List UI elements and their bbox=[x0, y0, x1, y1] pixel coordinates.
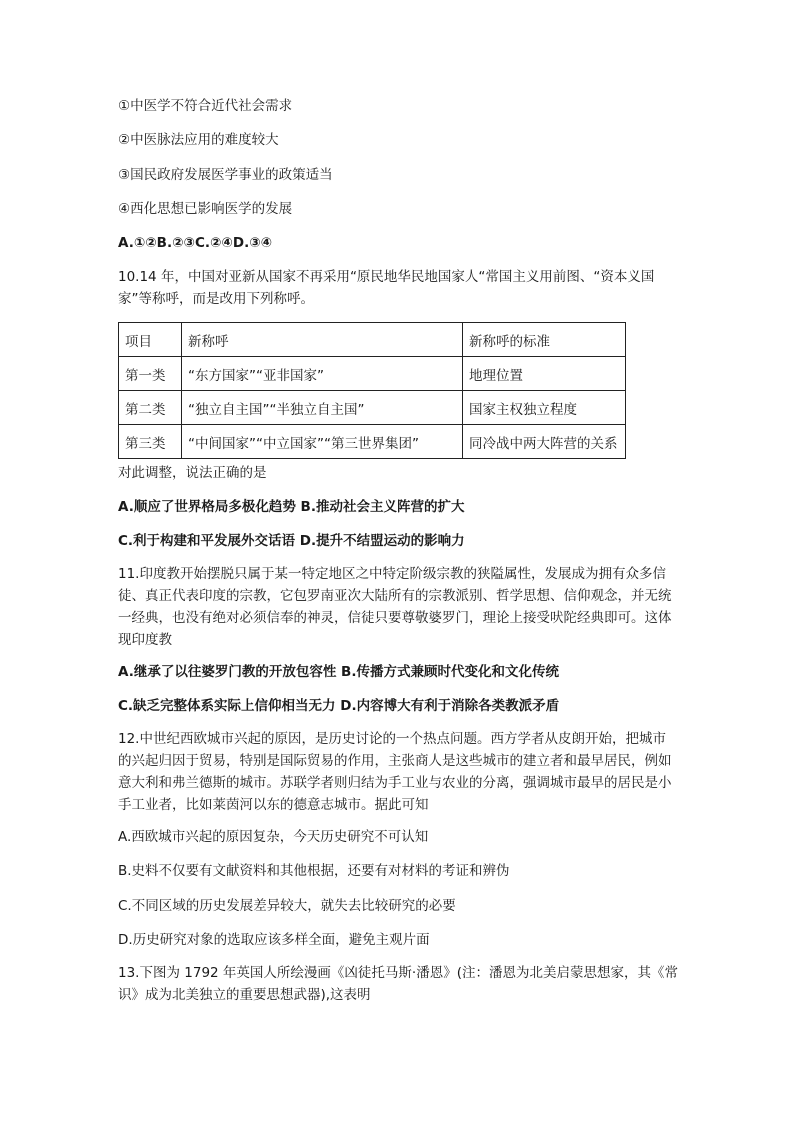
q12-option-b: B.史料不仅要有文献资料和其他根据，还要有对材料的考证和辨伪 bbox=[118, 863, 510, 879]
q13-stem: 13.下图为 1792 年英国人所绘漫画《凶徒托马斯·潘恩》(注：潘恩为北美启蒙思想家，其《常识》成为北美独立的重要思想武器),这表明 bbox=[118, 965, 678, 1003]
table-cell: “独立自主国”“半独立自主国” bbox=[182, 391, 463, 425]
q9-option-1: ①中医学不符合近代社会需求 bbox=[118, 98, 293, 114]
q12-option-d: D.历史研究对象的选取应该多样全面，避免主观片面 bbox=[118, 932, 430, 948]
table-cell: 地理位置 bbox=[463, 357, 626, 391]
table-header-cell: 项目 bbox=[119, 323, 182, 357]
table-header-row bbox=[119, 323, 626, 357]
table-row bbox=[119, 391, 626, 425]
q10-options-ab: A.顺应了世界格局多极化趋势 B.推动社会主义阵营的扩大 bbox=[118, 499, 465, 515]
q10-stem-line1: 10.14 年，中国对亚新从国家不再采用“原民地华民地国家人“常国主义用前图、“资本义国 bbox=[118, 269, 655, 285]
q12-option-a: A.西欧城市兴起的原因复杂，今天历史研究不可认知 bbox=[118, 829, 429, 845]
q9-option-3: ③国民政府发展医学事业的政策适当 bbox=[118, 167, 333, 183]
q12-stem: 12.中世纪西欧城市兴起的原因，是历史讨论的一个热点问题。西方学者从皮朗开始，把城市的兴起归因于贸易，特别是国际贸易的作用，主张商人是这些城市的建立者和最早居民，例如意大利和弗兰德斯的城市。苏联学者则归结为手工业与农业的分离，强调城市最早的居民是小手工业者，比如莱茵河以东的德意志城市。据此可知 bbox=[118, 731, 672, 813]
q11-options-cd: C.缺乏完整体系实际上信仰相当无力 D.内容博大有利于消除各类教派矛盾 bbox=[118, 698, 560, 714]
table-cell: 第三类 bbox=[119, 425, 182, 459]
q11-options-ab: A.继承了以往婆罗门教的开放包容性 B.传播方式兼顾时代变化和文化传统 bbox=[118, 664, 559, 680]
table-cell: 第二类 bbox=[119, 391, 182, 425]
q9-option-2: ②中医脉法应用的难度较大 bbox=[118, 132, 279, 148]
table-cell: 国家主权独立程度 bbox=[463, 391, 626, 425]
q9-choices: A.①②B.②③C.②④D.③④ bbox=[118, 235, 273, 251]
q11-stem: 11.印度教开始摆脱只属于某一特定地区之中特定阶级宗教的狭隘属性，发展成为拥有众多信徒、真正代表印度的宗教，它包罗南亚次大陆所有的宗教派别、哲学思想、信仰观念，并无统一经典，也没有绝对必须信奉的神灵，信徒只要尊敬婆罗门，理论上接受吠陀经典即可。这体现印度教 bbox=[118, 566, 672, 648]
q9-option-4: ④西化思想已影响医学的发展 bbox=[118, 201, 293, 217]
q10-table bbox=[118, 322, 626, 459]
table-cell: 第一类 bbox=[119, 357, 182, 391]
q12-option-c: C.不同区域的历史发展差异较大，就失去比较研究的必要 bbox=[118, 898, 456, 914]
q10-prompt: 对此调整，说法正确的是 bbox=[118, 465, 267, 481]
table-cell: “东方国家”“亚非国家” bbox=[182, 357, 463, 391]
table-cell: 同冷战中两大阵营的关系 bbox=[463, 425, 626, 459]
q10-options-cd: C.利于构建和平发展外交话语 D.提升不结盟运动的影响力 bbox=[118, 533, 465, 549]
table-header-cell: 新称呼的标准 bbox=[463, 323, 626, 357]
q10-stem-line2: 家”等称呼，而是改用下列称呼。 bbox=[118, 291, 314, 307]
table-cell: “中间国家”“中立国家”“第三世界集团” bbox=[182, 425, 463, 459]
table-row bbox=[119, 425, 626, 459]
table-row bbox=[119, 357, 626, 391]
table-header-cell: 新称呼 bbox=[182, 323, 463, 357]
